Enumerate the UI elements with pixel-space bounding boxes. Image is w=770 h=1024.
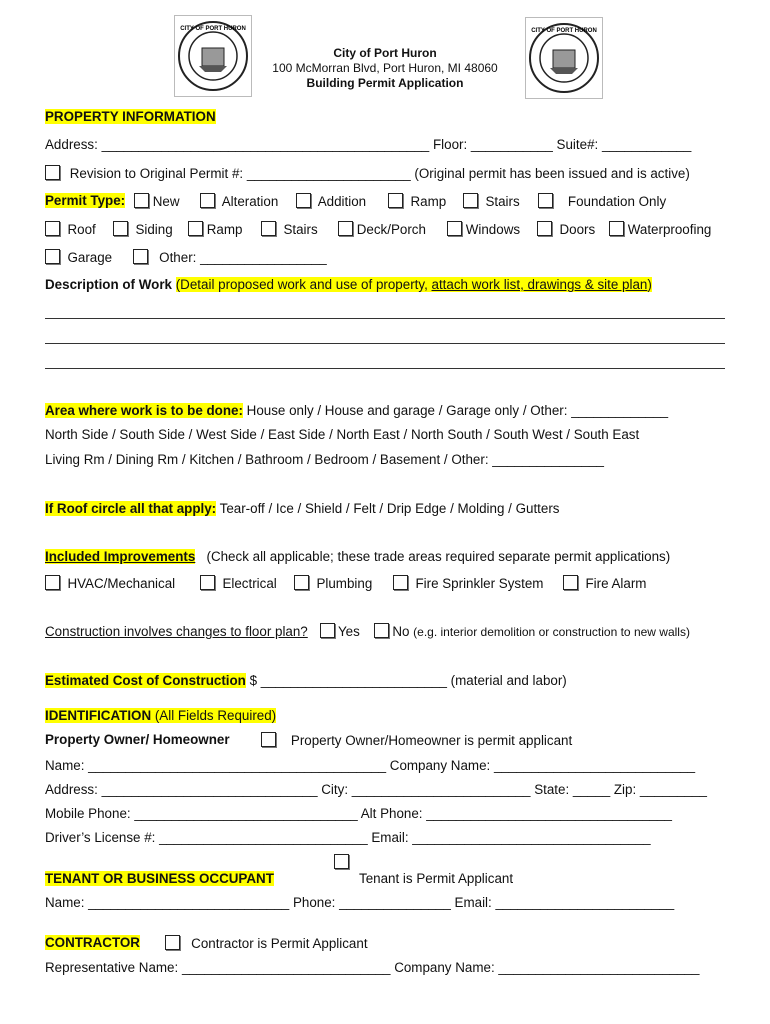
cost-label: Estimated Cost of Construction [45,673,246,688]
area-sides[interactable]: North Side / South Side / West Side / East Side / North East / North South / South West / South East [45,427,640,442]
permit-doors-option[interactable]: Doors [537,221,595,238]
permit-foundation-checkbox[interactable] [538,193,553,208]
owner-license-field[interactable]: Driver’s License #: ____________________________ Email: ________________________________ [45,830,651,845]
svg-text:CITY OF PORT HURON: CITY OF PORT HURON [180,26,246,32]
floor-plan-question: Construction involves changes to floor plan? [45,624,308,639]
floor-plan-no-note: (e.g. interior demolition or construction to new walls) [413,625,690,639]
permit-siding-option[interactable]: Siding [113,221,173,238]
floor-plan-no-checkbox[interactable] [374,623,389,638]
permit-stairs2-option[interactable]: Stairs [261,221,318,238]
improvement-electrical-option[interactable]: Electrical [200,575,277,592]
electrical-checkbox[interactable] [200,575,215,590]
improvement-hvac-option[interactable]: HVAC/Mechanical [45,575,175,592]
improvement-sprinkler-option[interactable]: Fire Sprinkler System [393,575,543,592]
permit-stairs-option[interactable]: Stairs [463,193,520,210]
permit-garage-option[interactable]: Garage [45,249,112,266]
area-rooms[interactable]: Living Rm / Dining Rm / Kitchen / Bathroom / Bedroom / Basement / Other: _______________ [45,452,604,467]
permit-new-option[interactable]: New [134,193,180,210]
identification-heading: IDENTIFICATION [45,708,152,723]
improvement-alarm-option[interactable]: Fire Alarm [563,575,646,592]
permit-foundation-option[interactable]: Foundation Only [538,193,666,210]
owner-name-field[interactable]: Name: ________________________________________ Company Name: ___________________________ [45,758,696,773]
permit-roof-checkbox[interactable] [45,221,60,236]
permit-ramp2-option[interactable]: Ramp [188,221,242,238]
permit-waterproofing-checkbox[interactable] [609,221,624,236]
permit-type-label: Permit Type: [45,193,126,208]
city-seal-left-logo [174,15,252,97]
contractor-applicant-checkbox[interactable] [165,935,180,950]
floor-plan-row [45,623,690,640]
permit-windows-option[interactable]: Windows [447,221,520,238]
permit-siding-checkbox[interactable] [113,221,128,236]
identification-heading-row [45,708,276,724]
permit-doors-checkbox[interactable] [537,221,552,236]
city-name: City of Port Huron [333,46,437,60]
identification-required: (All Fields Required) [151,708,277,723]
revision-row [45,165,690,182]
sprinkler-checkbox[interactable] [393,575,408,590]
floor-plan-yes-label: Yes [337,624,360,639]
property-address-field[interactable]: Address: ____________________________________________ Floor: ___________ Suite#: ____________ [45,137,692,152]
permit-garage-checkbox[interactable] [45,249,60,264]
seal-icon [526,18,602,98]
hvac-checkbox[interactable] [45,575,60,590]
permit-addition-option[interactable]: Addition [296,193,366,210]
floor-plan-no-label: No [392,624,410,639]
permit-deck-option[interactable]: Deck/Porch [338,221,426,238]
header-block [260,46,510,91]
permit-deck-checkbox[interactable] [338,221,353,236]
revision-label: Revision to Original Permit #: ______________________ (Original permit has been issued and is active) [69,166,690,181]
improvements-row [45,549,670,565]
roof-label: If Roof circle all that apply: [45,501,217,516]
description-line-2[interactable] [45,343,725,344]
attach-work-list-link[interactable]: attach work list, drawings & site plan [431,277,648,292]
fire-alarm-checkbox[interactable] [563,575,578,590]
area-row [45,403,668,419]
description-line-1[interactable] [45,318,725,319]
permit-waterproofing-option[interactable]: Waterproofing [609,221,711,238]
cost-row [45,673,567,689]
area-options[interactable]: House only / House and garage / Garage only / Other: _____________ [242,403,669,418]
owner-address-field[interactable]: Address: _____________________________ City: ________________________ State: _____ Zip: _________ [45,782,707,797]
form-title: Building Permit Application [306,76,464,90]
permit-ramp-checkbox[interactable] [388,193,403,208]
permit-stairs2-checkbox[interactable] [261,221,276,236]
tenant-contact-field[interactable]: Name: ___________________________ Phone: _______________ Email: ________________________ [45,895,675,910]
tenant-applicant-checkbox[interactable] [334,854,349,869]
owner-applicant-checkbox[interactable] [261,732,276,747]
permit-ramp-option[interactable]: Ramp [388,193,446,210]
city-seal-right-logo [525,17,603,99]
cost-field[interactable]: $ _________________________ (material and labor) [245,673,567,688]
tenant-applicant-label: Tenant is Permit Applicant [359,871,514,886]
permit-alteration-option[interactable]: Alteration [200,193,278,210]
seal-icon [175,16,251,96]
permit-ramp2-checkbox[interactable] [188,221,203,236]
property-heading: PROPERTY INFORMATION [45,109,216,124]
permit-alteration-checkbox[interactable] [200,193,215,208]
improvement-plumbing-option[interactable]: Plumbing [294,575,372,592]
roof-row [45,501,560,517]
owner-applicant-option[interactable]: Property Owner/Homeowner is permit applicant [261,732,572,749]
floor-plan-yes-checkbox[interactable] [320,623,335,638]
description-line-3[interactable] [45,368,725,369]
tenant-heading: TENANT OR BUSINESS OCCUPANT [45,871,274,886]
svg-text:CITY OF PORT HURON: CITY OF PORT HURON [531,28,597,34]
permit-roof-option[interactable]: Roof [45,221,96,238]
tenant-applicant-checkbox-wrap[interactable] [334,854,349,872]
description-hint: (Detail proposed work and use of property, attach work list, drawings & site plan) [175,277,652,292]
contractor-heading: CONTRACTOR [45,935,140,950]
plumbing-checkbox[interactable] [294,575,309,590]
permit-new-checkbox[interactable] [134,193,149,208]
permit-other-option[interactable]: Other: _________________ [133,249,327,266]
contractor-contact-field[interactable]: Representative Name: ____________________________ Company Name: ___________________________ [45,960,700,975]
roof-options[interactable]: Tear-off / Ice / Shield / Felt / Drip Edge / Molding / Gutters [216,501,560,516]
permit-windows-checkbox[interactable] [447,221,462,236]
area-label: Area where work is to be done: [45,403,243,418]
permit-stairs-checkbox[interactable] [463,193,478,208]
description-label: Description of Work [45,277,172,292]
city-address: 100 McMorran Blvd, Port Huron, MI 48060 [272,61,498,75]
improvements-label: Included Improvements [45,549,196,564]
owner-label: Property Owner/ Homeowner [45,732,230,747]
description-label-row [45,277,652,293]
revision-checkbox[interactable] [45,165,60,180]
permit-addition-checkbox[interactable] [296,193,311,208]
permit-other-checkbox[interactable] [133,249,148,264]
contractor-applicant-option[interactable]: Contractor is Permit Applicant [165,935,368,952]
owner-phone-field[interactable]: Mobile Phone: ______________________________ Alt Phone: _________________________________ [45,806,672,821]
improvements-note: (Check all applicable; these trade areas required separate permit applications) [206,549,671,564]
